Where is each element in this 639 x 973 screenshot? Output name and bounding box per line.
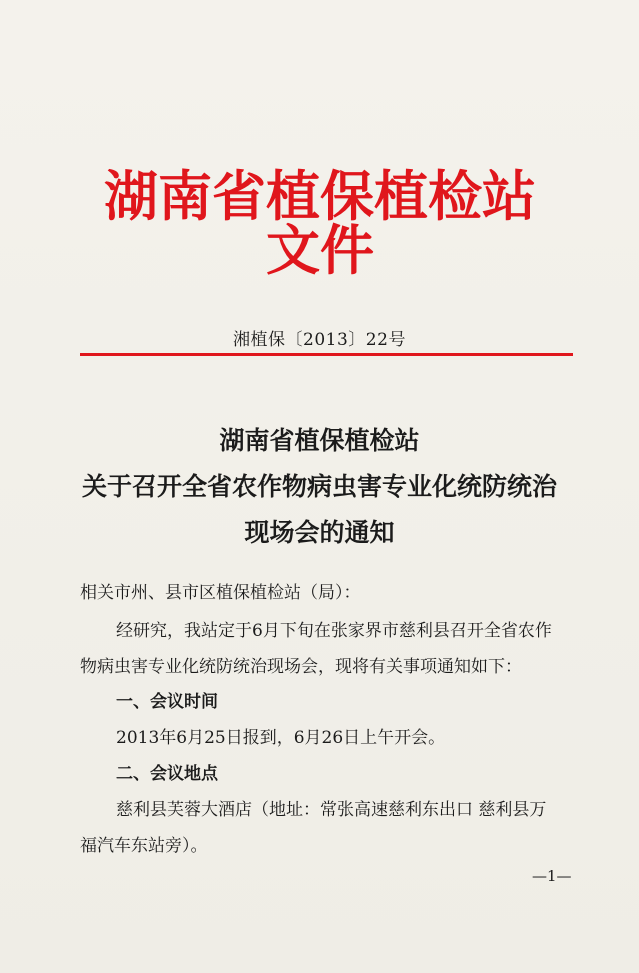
red-divider-line — [80, 353, 573, 356]
org-header-title: 湖南省植保植检站文件 — [104, 165, 536, 282]
notice-title-line-3: 现场会的通知 — [244, 518, 395, 547]
notice-title-line-2: 关于召开全省农作物病虫害专业化统防统治 — [81, 472, 557, 501]
section-text-time: 2013年6月25日报到，6月26日上午开会。 — [116, 728, 446, 748]
section-heading-time: 一、会议时间 — [116, 692, 218, 712]
section-text-location-line-2: 福汽车东站旁）。 — [80, 836, 208, 856]
document-number: 湘植保〔2013〕22号 — [233, 330, 406, 350]
section-text-location-line-1: 慈利县芙蓉大酒店（地址：常张高速慈利东出口 慈利县万 — [116, 800, 547, 820]
intro-paragraph-line-1: 经研究，我站定于6月下旬在张家界市慈利县召开全省农作 — [116, 621, 552, 641]
salutation: 相关市州、县市区植保植检站（局）： — [80, 583, 361, 603]
notice-title-line-1: 湖南省植保植检站 — [219, 426, 420, 455]
page-number: —1— — [532, 867, 572, 885]
intro-paragraph-line-2: 物病虫害专业化统防统治现场会，现将有关事项通知如下： — [80, 657, 522, 677]
section-heading-location: 二、会议地点 — [116, 764, 218, 784]
